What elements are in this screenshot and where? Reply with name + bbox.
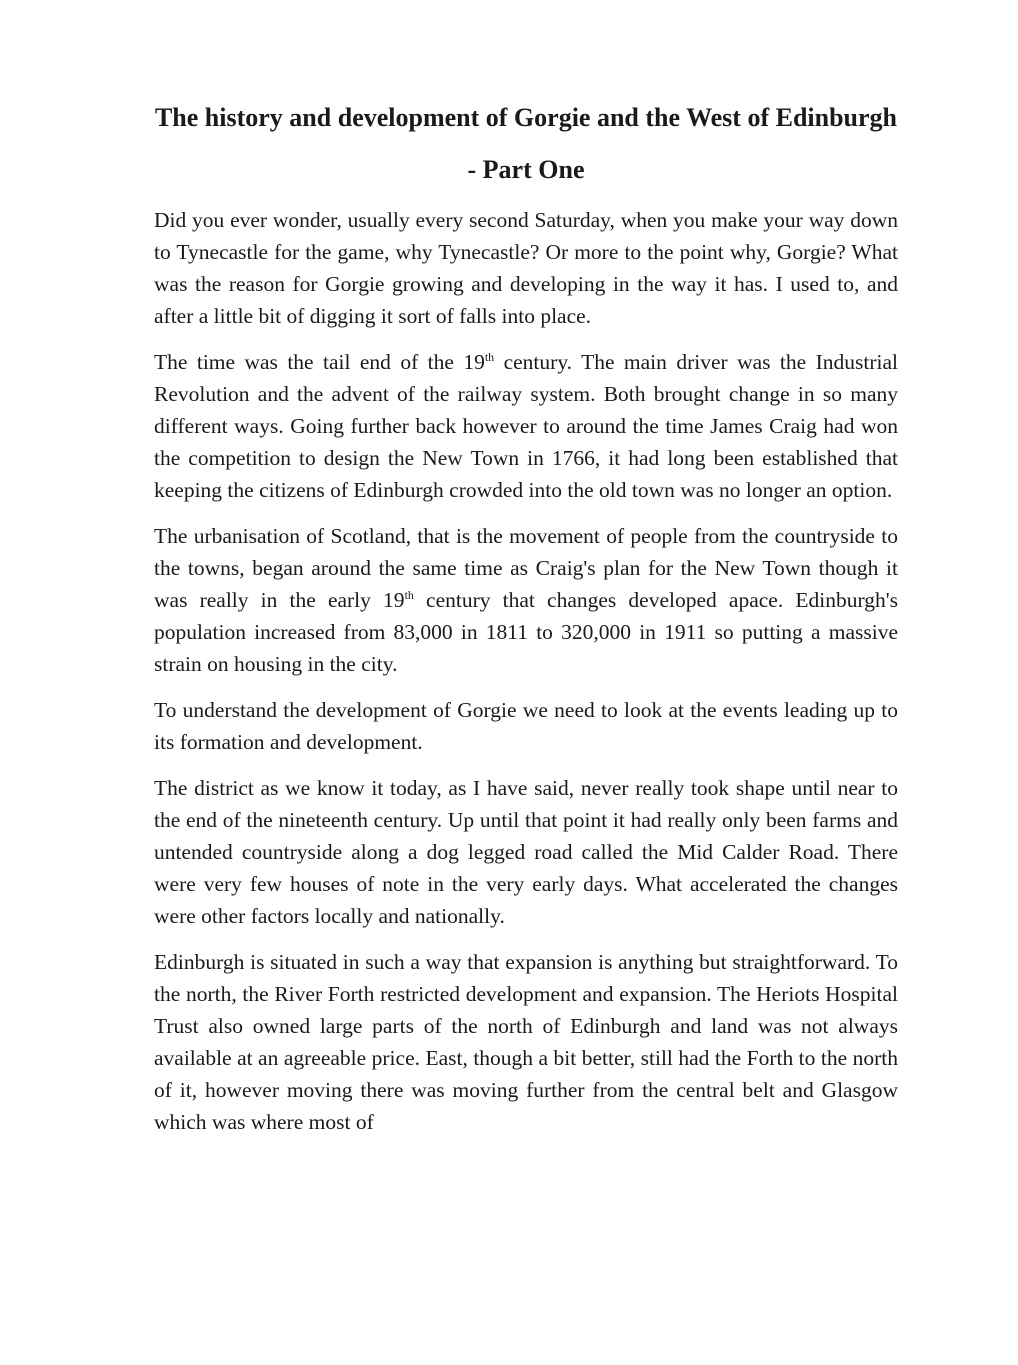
ordinal-suffix: th (404, 588, 414, 602)
paragraph-intro: Did you ever wonder, usually every second Saturday, when you make your way down to Tynecastle for the game, why Tynecastle? Or more to the point why, Gorgie? What was the reason for Gorgie growing and developing in the way it has. I used to, and after a little bit of digging it sort of falls into place. (154, 208, 898, 328)
paragraph-industrial-revolution (154, 346, 898, 506)
paragraph-text: century that changes developed apace. Edinburgh's population increased from 83,000 in 1811 to 320,000 in 1911 so putting a massive strain on housing in the city. (154, 588, 898, 676)
paragraph-edinburgh-situation: Edinburgh is situated in such a way that expansion is anything but straightforward. To the north, the River Forth restricted development and expansion. The Heriots Hospital Trust also owned large parts of the north of Edinburgh and land was not always available at an agreeable price. East, though a bit better, still had the Forth to the north of it, however moving there was moving further from the central belt and Glasgow which was where most of (154, 950, 898, 1134)
document-page (154, 92, 898, 1152)
paragraph-understand: To understand the development of Gorgie we need to look at the events leading up to its formation and development. (154, 698, 898, 754)
paragraph-text: The time was the tail end of the 19 (154, 350, 485, 374)
paragraph-text: The urbanisation of Scotland, that is the movement of people from the countryside to the towns, began around the same time as Craig's plan for the New Town though it was really in the early 19 (154, 524, 898, 612)
document-title: The history and development of Gorgie and the West of Edinburgh - Part One (154, 103, 898, 184)
paragraph-text: century. The main driver was the Industrial Revolution and the advent of the railway system. Both brought change in so many different ways. Going further back however to around the time James Craig had won the competition to design the New Town in 1766, it had long been established that keeping the citizens of Edinburgh crowded into the old town was no longer an option. (154, 350, 898, 502)
paragraph-urbanisation (154, 520, 898, 680)
ordinal-suffix: th (484, 350, 495, 364)
paragraph-district: The district as we know it today, as I have said, never really took shape until near to the end of the nineteenth century. Up until that point it had really only been farms and untended countryside along a dog legged road called the Mid Calder Road. There were very few houses of note in the very early days. What accelerated the changes were other factors locally and nationally. (154, 776, 898, 928)
